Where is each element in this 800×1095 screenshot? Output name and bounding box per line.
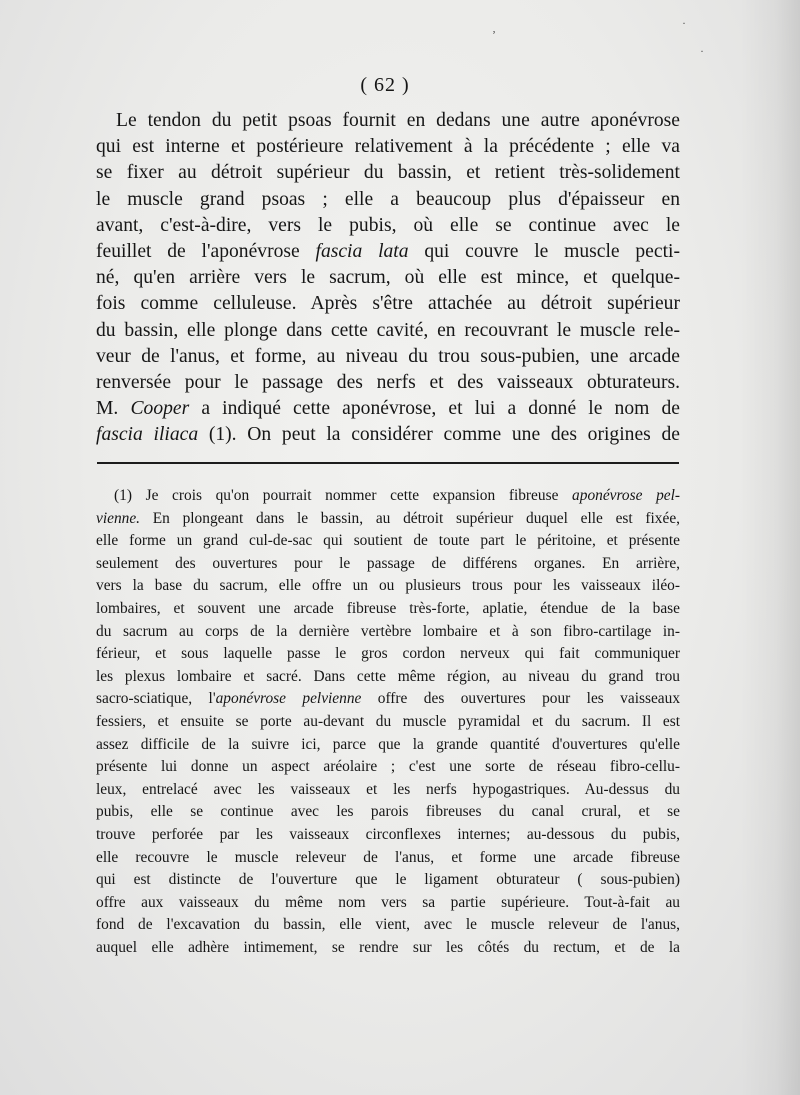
- text-line: veur de l'anus, et forme, au niveau du trou sous-pubien, une arcade: [96, 345, 680, 367]
- footnote-line: les plexus lombaire et sacré. Dans cette même région, au niveau du grand trou: [96, 667, 680, 685]
- ink-speck: ·: [682, 16, 686, 30]
- footnote-line: présente lui donne un aspect aréolaire ; c'est une sorte de réseau fibro-cellu-: [96, 758, 680, 776]
- ink-speck: ʼ: [492, 28, 496, 42]
- main-paragraph: [96, 108, 680, 449]
- footnote-line: elle forme un grand cul-de-sac qui soutient de toute part le péritoine, et présente: [96, 532, 680, 550]
- footnote-line: sacro-sciatique, l'aponévrose pelvienne offre des ouvertures pour les vaisseaux: [96, 690, 681, 708]
- text-line: qui est interne et postérieure relativement à la précédente ; elle va: [96, 136, 680, 158]
- footnote-line: offre aux vaisseaux du même nom vers sa partie supérieure. Tout-à-fait au: [96, 893, 680, 911]
- text-line: fois comme celluleuse. Après s'être attachée au détroit supérieur: [96, 293, 680, 315]
- footnote-line: pubis, elle se continue avec les parois fibreuses du canal crural, et se: [96, 803, 680, 821]
- footnote-line: trouve perforée par les vaisseaux circonflexes internes; au-dessous du pubis,: [96, 825, 680, 843]
- footnote-line: vers la base du sacrum, elle offre un ou plusieurs trous pour les vaisseaux iléo-: [96, 577, 680, 595]
- footnote-line: fond de l'excavation du bassin, elle vient, avec le muscle releveur de l'anus,: [96, 916, 680, 934]
- footnote-line: lombaires, et souvent une arcade fibreuse très-forte, aplatie, étendue de la base: [96, 599, 680, 617]
- text-line: renversée pour le passage des nerfs et des vaisseaux obturateurs.: [96, 372, 680, 394]
- footnote-line: du sacrum au corps de la dernière vertèbre lombaire et à son fibro-cartilage in-: [96, 622, 680, 640]
- text-line: du bassin, elle plonge dans cette cavité, en recouvrant le muscle rele-: [96, 319, 680, 341]
- text-line: M. Cooper a indiqué cette aponévrose, et lui a donné le nom de: [96, 398, 680, 420]
- text-line: fascia iliaca (1). On peut la considérer comme une des origines de: [96, 424, 680, 446]
- footnote-separator-rule: [97, 462, 679, 464]
- footnote-line: auquel elle adhère intimement, se rendre sur les côtés du rectum, et de la: [96, 938, 680, 956]
- text-line: avant, c'est-à-dire, vers le pubis, où elle se continue avec le: [96, 214, 680, 236]
- ink-speck: ·: [700, 44, 704, 58]
- footnote-line: fessiers, et ensuite se porte au-devant du muscle pyramidal et du sacrum. Il est: [96, 712, 680, 730]
- text-line: le muscle grand psoas ; elle a beaucoup plus d'épaisseur en: [96, 188, 680, 210]
- footnote-line: qui est distincte de l'ouverture que le ligament obturateur ( sous-pubien): [96, 871, 680, 889]
- footnote-line: leux, entrelacé avec les vaisseaux et les nerfs hypogastriques. Au-dessus du: [96, 780, 680, 798]
- text-line: se fixer au détroit supérieur du bassin, et retient très-solidement: [96, 162, 680, 184]
- footnote-line: elle recouvre le muscle releveur de l'anus, et forme une arcade fibreuse: [96, 848, 680, 866]
- text-line: né, qu'en arrière vers le sacrum, où elle est mince, et quelque-: [96, 267, 680, 289]
- footnote-line: assez difficile de la suivre ici, parce que la grande quantité d'ouvertures qu'elle: [96, 735, 680, 753]
- page-spine-shadow: [740, 0, 800, 1095]
- footnote: [96, 485, 680, 959]
- footnote-line: seulement des ouvertures pour le passage de différens organes. En arrière,: [96, 554, 680, 572]
- footnote-line: (1) Je crois qu'on pourrait nommer cette expansion fibreuse aponévrose pel-: [114, 487, 680, 504]
- page-number: ( 62 ): [360, 74, 410, 96]
- footnote-line: vienne. En plongeant dans le bassin, au détroit supérieur duquel elle est fixée,: [96, 509, 680, 527]
- text-line: feuillet de l'aponévrose fascia lata qui couvre le muscle pecti-: [96, 241, 680, 263]
- footnote-line: férieur, et sous laquelle passe le gros cordon nerveux qui fait communiquer: [96, 645, 680, 663]
- text-line: Le tendon du petit psoas fournit en dedans une autre aponévrose: [116, 110, 680, 131]
